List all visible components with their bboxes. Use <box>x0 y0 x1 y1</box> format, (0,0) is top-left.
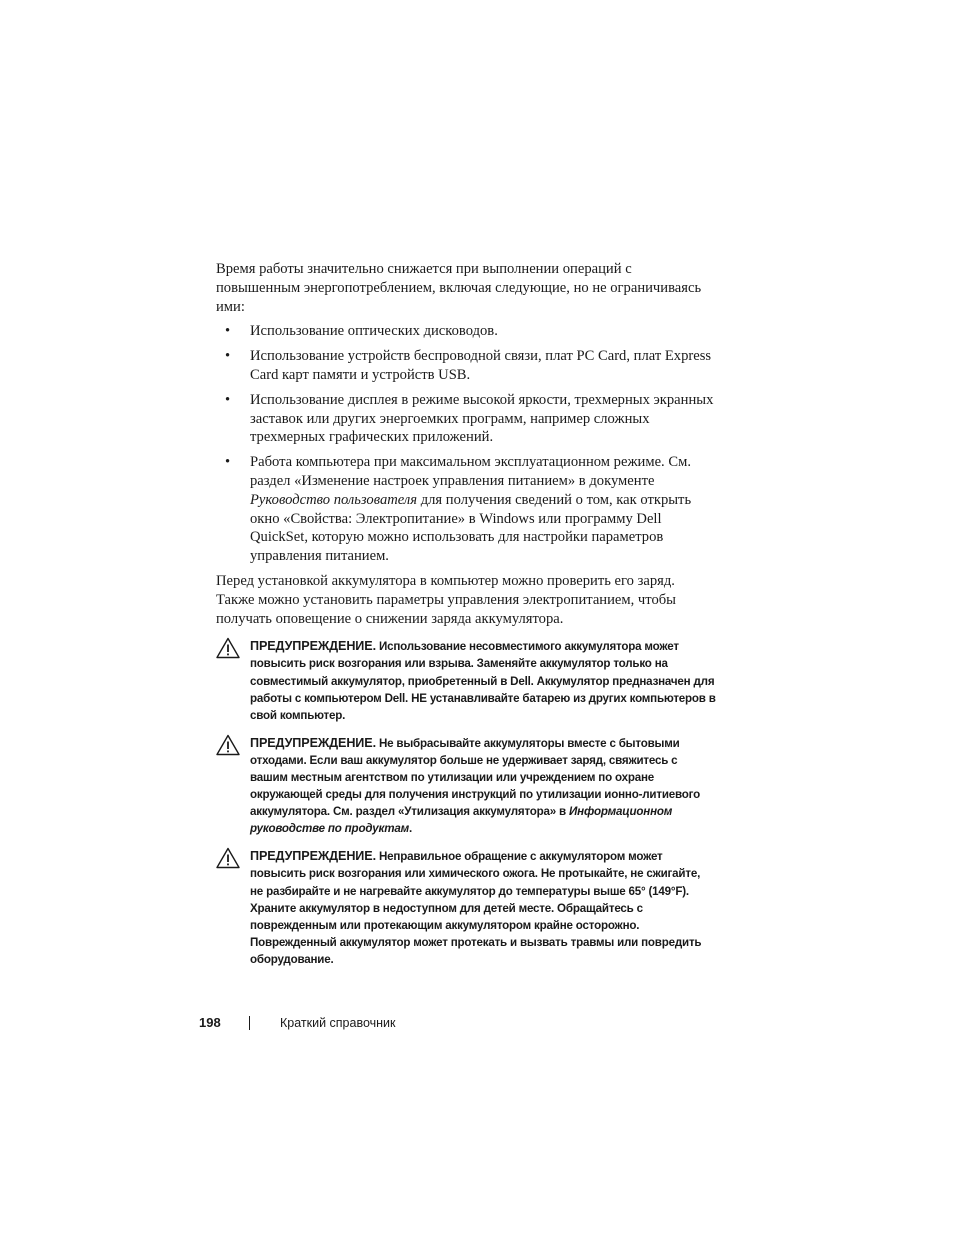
list-item <box>216 347 716 385</box>
list-item <box>216 322 716 341</box>
charge-check-paragraph: Перед установкой аккумулятора в компьютер можно проверить его заряд. Также можно установить параметры управления электропитанием, чтобы получать оповещение о снижении заряда аккумулятора. <box>216 572 676 627</box>
warning-triangle-icon <box>216 847 240 869</box>
page-number: 198 <box>199 1015 221 1030</box>
warning-label: ПРЕДУПРЕЖДЕНИЕ. <box>250 639 376 654</box>
product-info-guide-reference: Информационном руководстве по продуктам <box>250 805 673 836</box>
page-content <box>216 260 716 979</box>
bullet-text <box>250 454 691 564</box>
bullet-mark: • <box>225 348 231 365</box>
bullet-text-after: для получения сведений о том, как открыть окно «Свойства: Электропитание» в Windows или программу Dell QuickSet, которую можно использовать для настройки параметров управления питанием. <box>250 491 692 565</box>
warning-block <box>216 638 716 723</box>
bullet-text: Использование оптических дисководов. <box>250 323 498 340</box>
warning-text: Неправильное обращение с аккумулятором может повысить риск возгорания или химического ожога. Не протыкайте, не сжигайте, не разбирайте и не нагревайте аккумулятор до температуры выше 65° (149°F). Храните аккумулятор в недоступном для детей месте. Обращайтесь с поврежденным или протекающим аккумулятором крайне осторожно. Поврежденный аккумулятор может протекать и вызвать травмы или повредить оборудование. <box>250 850 702 966</box>
list-item <box>216 391 716 447</box>
warning-block <box>216 848 716 968</box>
warning-triangle-icon <box>216 637 240 659</box>
warning-text: Использование несовместимого аккумулятора может повысить риск возгорания или взрыва. Заменяйте аккумулятор только на совместимый аккумулятор, приобретенный в Dell. Аккумулятор предназначен для работы с компьютером Dell. НЕ устанавливайте батарею из других компьютеров в свой компьютер. <box>250 640 716 722</box>
footer-divider <box>249 1016 250 1030</box>
bullet-mark: • <box>225 454 231 471</box>
warning-text: Не выбрасывайте аккумуляторы вместе с бытовыми отходами. Если ваш аккумулятор больше не удерживает заряд, свяжитесь с вашим местным агентством по утилизации или учреждением по охране окружающей среды для получения инструкций по утилизации ионно-литиевого аккумулятора. См. раздел «Утилизация аккумулятора» в <box>250 736 701 819</box>
warning-text-end: . <box>408 822 412 836</box>
bullet-text-before: Работа компьютера при максимальном эксплуатационном режиме. См. раздел «Изменение настроек управления питанием» в документе <box>250 454 691 489</box>
bullet-mark: • <box>225 391 231 408</box>
list-item <box>216 453 716 566</box>
warning-label: ПРЕДУПРЕЖДЕНИЕ. <box>250 849 376 864</box>
bullet-mark: • <box>225 323 231 340</box>
intro-paragraph: Время работы значительно снижается при выполнении операций с повышенным энергопотреблением, включая следующие, но не ограничиваясь ими: <box>216 261 702 315</box>
bullet-list <box>216 322 716 566</box>
footer-title: Краткий справочник <box>280 1015 396 1030</box>
warning-label: ПРЕДУПРЕЖДЕНИЕ. <box>250 735 376 750</box>
page-footer <box>199 1015 396 1030</box>
warning-block <box>216 735 716 838</box>
warning-triangle-icon <box>216 734 240 756</box>
bullet-text: Использование дисплея в режиме высокой яркости, трехмерных экранных заставок или других энергоемких программ, например сложных трехмерных графических приложений. <box>250 391 714 446</box>
bullet-text: Использование устройств беспроводной связи, плат PC Card, плат Express Card карт памяти и устройств USB. <box>250 348 712 383</box>
user-guide-reference: Руководство пользователя <box>250 491 418 508</box>
